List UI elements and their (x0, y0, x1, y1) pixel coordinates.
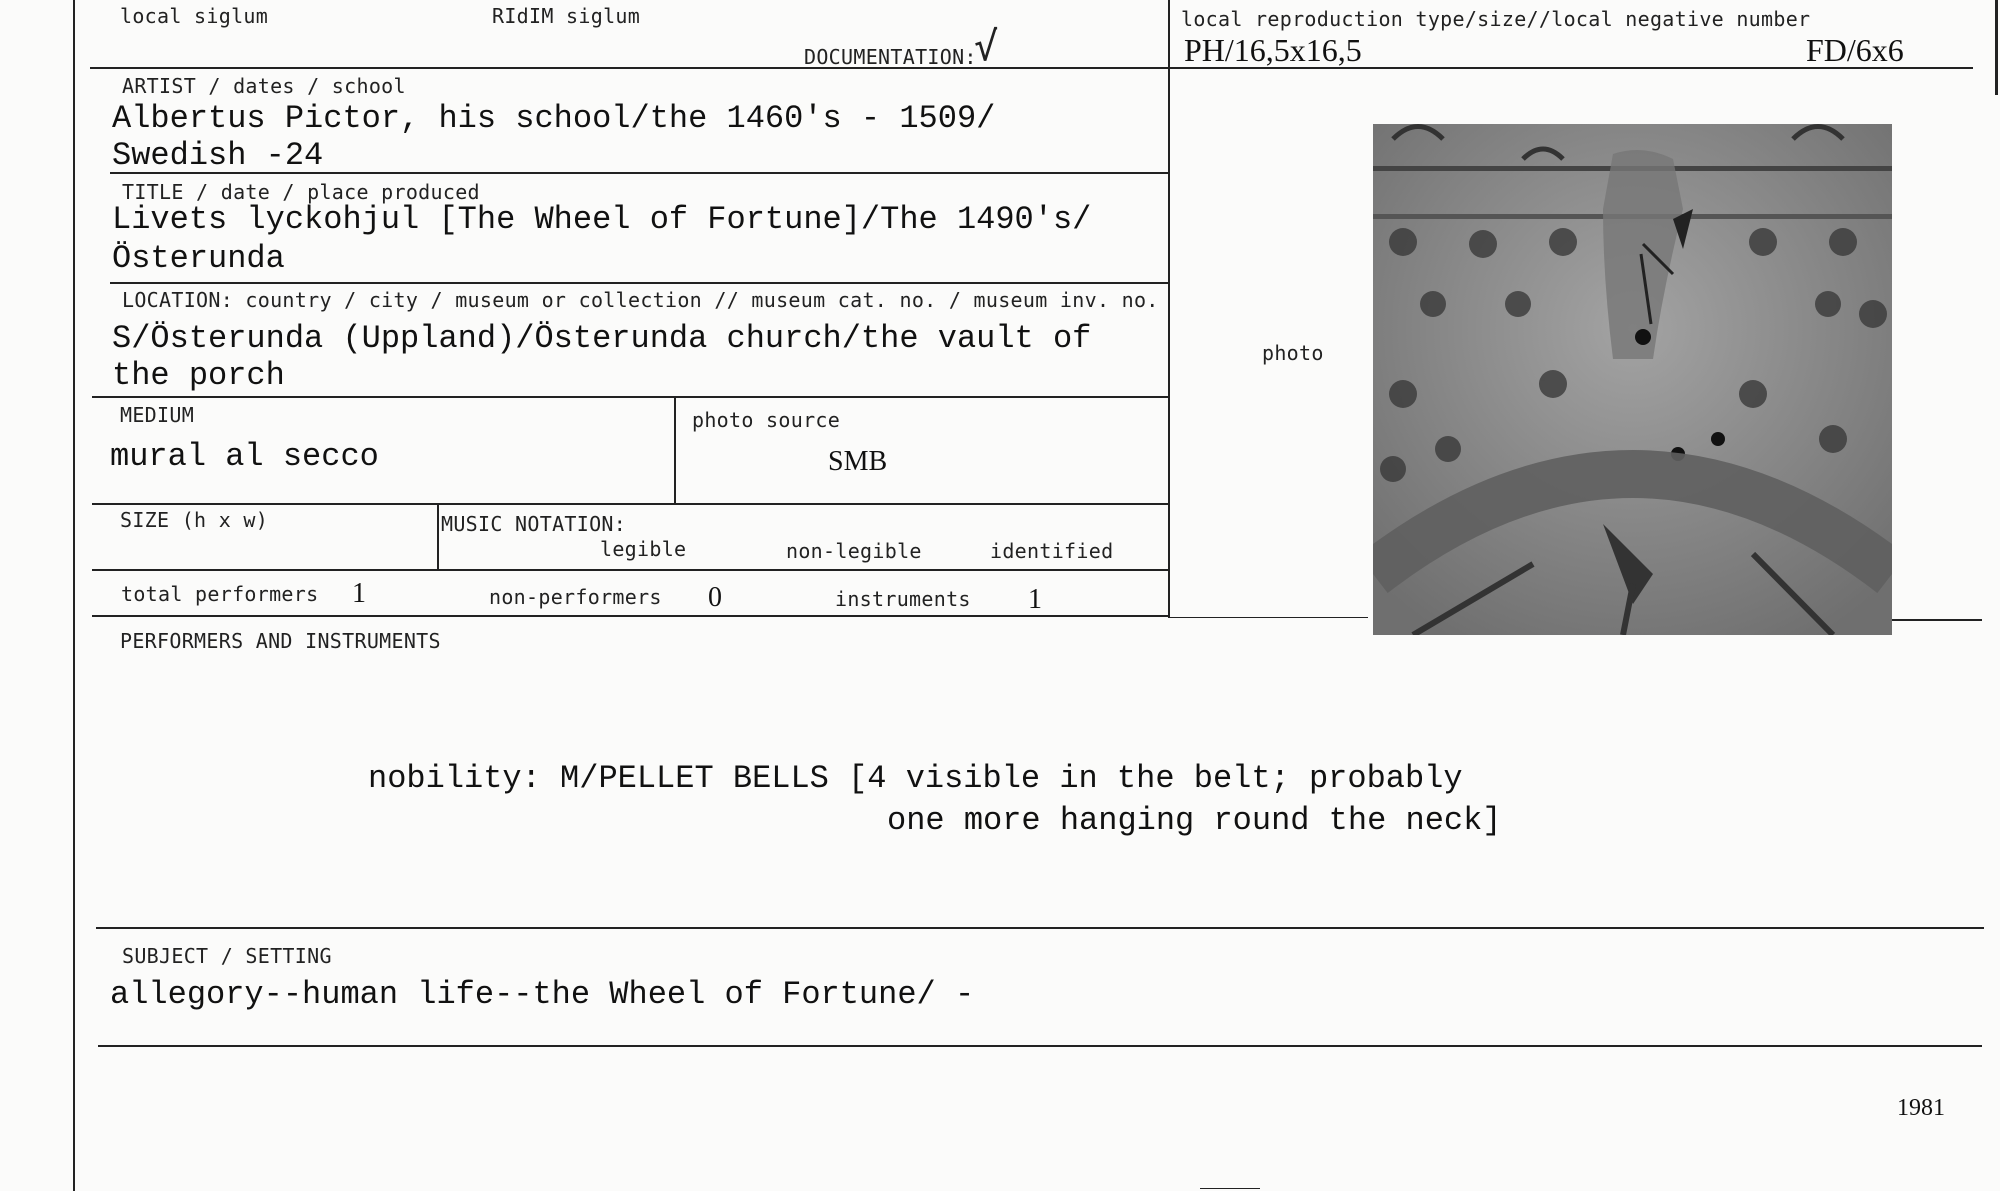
center-divider-line (1168, 0, 1170, 618)
bracket-close-2: ] (1482, 802, 1502, 839)
year-stamp: 1981 (1897, 1095, 1945, 1121)
local-siglum-label: local siglum (120, 4, 269, 28)
rule-photo-bottom-right (1892, 619, 1982, 621)
reproduction-label: local reproduction type/size//local negative number (1181, 7, 1811, 31)
photo-source-label: photo source (692, 408, 841, 432)
artist-line-1: Albertus Pictor, his school/the 1460's - 1509/ (112, 100, 996, 137)
rule-performers (96, 927, 1984, 929)
instruments-value: 1 (1028, 584, 1042, 615)
non-performers-label: non-performers (489, 585, 662, 609)
documentation-checkmark: √ (974, 24, 999, 70)
artist-label: ARTIST / dates / school (122, 74, 406, 98)
medium-divider (674, 396, 676, 503)
size-label: SIZE (h x w) (120, 508, 269, 532)
medium-label: MEDIUM (120, 403, 195, 427)
rule-counts (92, 615, 1168, 617)
non-performers-value: 0 (708, 582, 722, 613)
ridim-siglum-label: RIdIM siglum (492, 4, 641, 28)
rule-title (110, 282, 1168, 284)
mural-photo-image (1373, 124, 1892, 635)
performer-note-1: 4 visible in the belt; probably (867, 760, 1463, 797)
title-date: /The 1490's/ (860, 201, 1092, 238)
legible-label: legible (600, 537, 687, 561)
total-performers-label: total performers (121, 582, 319, 606)
performer-role: nobility: M/PELLET BELLS (368, 760, 849, 797)
rule-header-left (90, 67, 1168, 69)
mural-photo (1373, 124, 1892, 635)
performer-note-2: one more hanging round the neck (887, 802, 1483, 839)
bracket-close: ] (841, 201, 861, 238)
title-line-1 (112, 201, 1091, 238)
reproduction-value: PH/16,5x16,5 (1184, 32, 1362, 68)
rule-medium (92, 503, 1168, 505)
title-line-2: Österunda (112, 240, 285, 277)
location-line-2: the porch (112, 357, 285, 394)
location-line-1: S/Österunda (Uppland)/Österunda church/the vault of (112, 320, 1092, 357)
identified-label: identified (990, 539, 1114, 563)
artist-line-2: Swedish -24 (112, 137, 324, 174)
rule-size (92, 569, 1168, 571)
left-margin-line (73, 0, 75, 1191)
location-label: LOCATION: country / city / museum or collection // museum cat. no. / museum inv. no. (122, 288, 1159, 312)
bracket-open: [ (438, 201, 458, 238)
medium-value: mural al secco (110, 438, 379, 475)
title-translation: The Wheel of Fortune (457, 201, 842, 238)
size-divider (437, 503, 439, 569)
subject-value: allegory--human life--the Wheel of Fortune/ - (110, 976, 975, 1013)
instruments-label: instruments (835, 587, 971, 611)
negative-number: FD/6x6 (1806, 32, 1904, 68)
photo-source-value: SMB (828, 446, 888, 477)
bracket-open-2: [ (848, 760, 868, 797)
non-legible-label: non-legible (786, 539, 922, 563)
title-original: Livets lyckohjul (112, 201, 439, 238)
rule-location (92, 396, 1168, 398)
rule-subject (98, 1045, 1982, 1047)
performers-line-2 (887, 802, 1502, 839)
title-label: TITLE / date / place produced (122, 180, 480, 204)
rule-photo-bottom (1168, 617, 1368, 618)
rule-bottom-fragment (1200, 1188, 1260, 1189)
music-notation-label: MUSIC NOTATION: (441, 512, 627, 536)
subject-label: SUBJECT / SETTING (122, 944, 332, 968)
documentation-label: DOCUMENTATION: (804, 45, 977, 69)
performers-label: PERFORMERS AND INSTRUMENTS (120, 629, 441, 653)
performers-line-1 (368, 760, 1463, 797)
total-performers-value: 1 (352, 578, 366, 609)
right-edge-line (1995, 0, 1998, 95)
photo-label: photo (1262, 341, 1324, 365)
